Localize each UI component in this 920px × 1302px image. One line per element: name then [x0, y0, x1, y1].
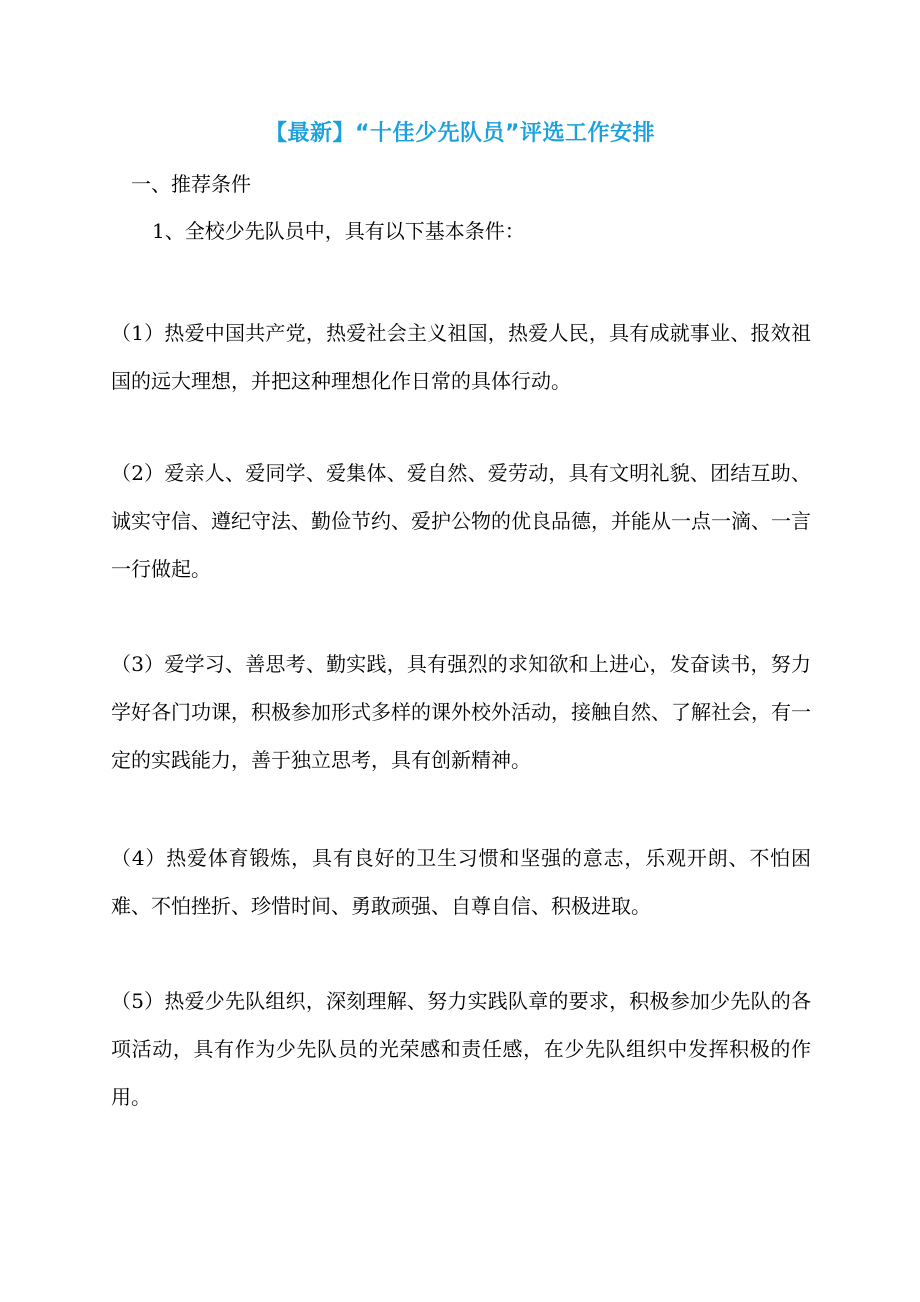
paragraph-condition-3: （3）爱学习、善思考、勤实践，具有强烈的求知欲和上进心，发奋读书，努力学好各门功课，积极参加形式多样的课外校外活动，接触自然、了解社会，有一定的实践能力，善于独立思考，具有创新精神。: [111, 652, 811, 772]
paragraph-condition-2: （2）爱亲人、爱同学、爱集体、爱自然、爱劳动，具有文明礼貌、团结互助、诚实守信、遵纪守法、勤俭节约、爱护公物的优良品德，并能从一点一滴、一言一行做起。: [111, 461, 811, 581]
paragraph-condition-1: （1）热爱中国共产党，热爱社会主义祖国，热爱人民，具有成就事业、报效祖国的远大理想，并把这种理想化作日常的具体行动。: [111, 321, 811, 393]
paragraph-condition-4: （4）热爱体育锻炼，具有良好的卫生习惯和坚强的意志，乐观开朗、不怕困难、不怕挫折、珍惜时间、勇敢顽强、自尊自信、积极进取。: [111, 846, 811, 918]
section-heading-recommendation-conditions: 一、推荐条件: [131, 172, 251, 196]
paragraph-condition-5: （5）热爱少先队组织，深刻理解、努力实践队章的要求，积极参加少先队的各项活动，具有作为少先队员的光荣感和责任感，在少先队组织中发挥积极的作用。: [111, 989, 811, 1109]
document-title: 【最新】“十佳少先队员”评选工作安排: [265, 121, 655, 146]
subsection-heading-basic-conditions: 1、全校少先队员中，具有以下基本条件：: [152, 219, 525, 243]
